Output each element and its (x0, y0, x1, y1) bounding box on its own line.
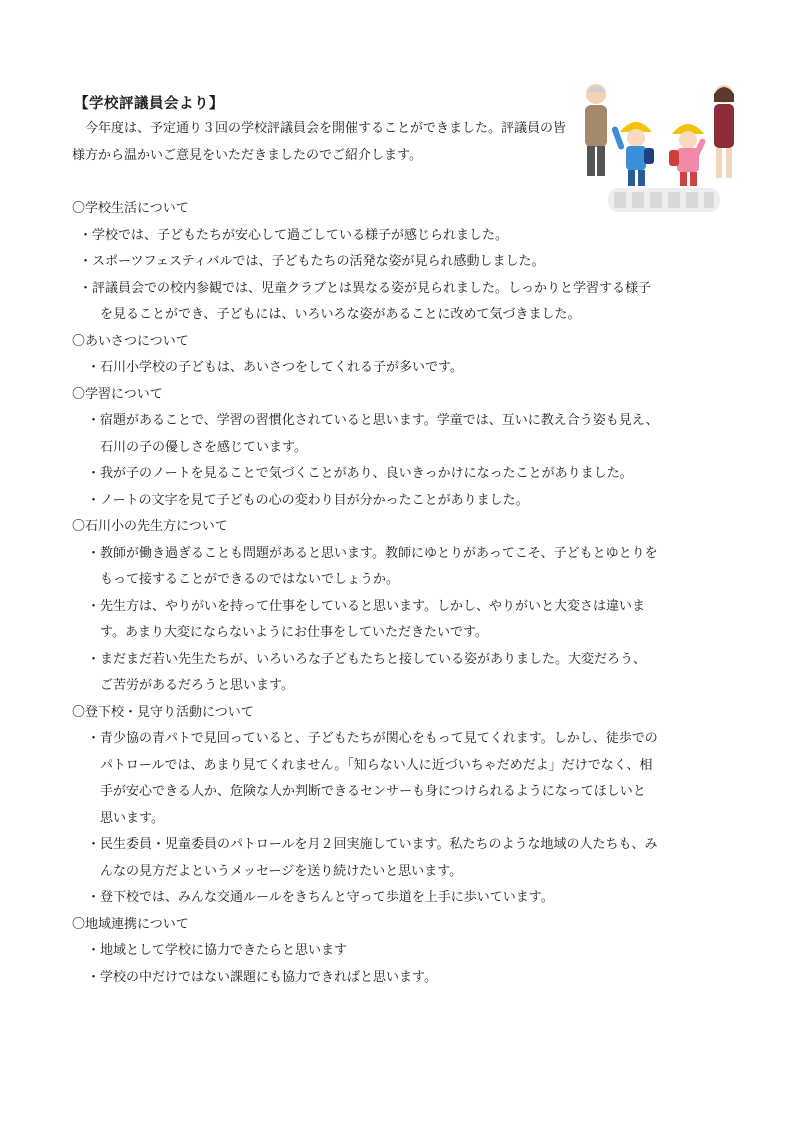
comments-body (72, 196, 724, 991)
section-heading: 〇あいさつについて (72, 333, 189, 349)
bullet-item: ・地域として学校に協力できたらと思います (87, 943, 348, 958)
bullet-continuation: ご苦労があるだろうと思います。 (100, 678, 294, 693)
page-title: 【学校評議員会より】 (74, 96, 224, 112)
bullet-continuation: もって接することができるのではないでしょうか。 (100, 572, 400, 587)
bullet-item: ・登下校では、みんな交通ルールをきちんと守って歩道を上手に歩いています。 (87, 890, 554, 905)
bullet-item: ・宿題があることで、学習の習慣化されていると思います。学童では、互いに教え合う姿も見え、 (87, 413, 659, 428)
section-community (72, 912, 724, 992)
bullet-item: ・青少協の青パトで見回っていると、子どもたちが関心をもって見てくれます。しかし、徒歩での (87, 731, 658, 746)
bullet-item: ・石川小学校の子どもは、あいさつをしてくれる子が多いです。 (87, 360, 463, 375)
bullet-item: ・先生方は、やりがいを持って仕事をしていると思います。しかし、やりがいと大変さは違いま (87, 598, 645, 614)
section-heading: 〇学校生活について (72, 201, 189, 216)
section-heading: 〇学習について (72, 386, 163, 402)
section-heading: 〇石川小の先生方について (72, 519, 228, 534)
bullet-item: ・我が子のノートを見ることで気づくことがあり、良いきっかけになったことがありました。 (87, 466, 633, 481)
bullet-continuation: 手が安心できる人か、危険な人か判断できるセンサーも身につけられるようになってほしいと (100, 784, 646, 799)
bullet-item: ・まだまだ若い先生たちが、いろいろな子どもたちと接している姿がありました。大変だろう、 (87, 651, 647, 667)
section-school-life (72, 196, 724, 329)
bullet-continuation: 石川の子の優しさを感じています。 (100, 439, 307, 455)
bullet-item: ・教師が働き過ぎることも問題があると思います。教師にゆとりがあってこそ、子どもとゆとりを (87, 545, 658, 561)
bullet-item: ・学校では、子どもたちが安心して過ごしている様子が感じられました。 (79, 227, 509, 243)
bullet-item: ・民生委員・児童委員のパトロールを月２回実施しています。私たちのような地域の人たちも、み (87, 837, 658, 852)
section-greetings (72, 329, 724, 382)
bullet-item: ・評議員会での校内参観では、児童クラブとは異なる姿が見られました。しっかりと学習する様子 (79, 280, 652, 296)
bullet-item: ・ノートの文字を見て子どもの心の変わり目が分かったことがありました。 (87, 492, 529, 508)
section-commute-patrol (72, 700, 724, 912)
intro-paragraph: 今年度は、予定通り３回の学校評議員会を開催することができました。評議員の皆様方から温かいご意見をいただきましたのでご紹介します。 (72, 121, 567, 163)
section-teachers (72, 514, 724, 700)
bullet-continuation: パトロールでは、あまり見てくれません。「知らない人に近づいちゃだめだよ」だけでなく、相 (100, 757, 653, 773)
section-heading: 〇登下校・見守り活動について (72, 704, 254, 720)
bullet-continuation: 思います。 (100, 810, 164, 826)
bullet-continuation: を見ることができ、子どもには、いろいろな姿があることに改めて気づきました。 (100, 307, 581, 322)
bullet-continuation: んなの見方だよというメッセージを送り続けたいと思います。 (100, 863, 463, 879)
bullet-item: ・学校の中だけではない課題にも協力できればと思います。 (87, 969, 437, 985)
section-heading: 〇地域連携について (72, 916, 189, 932)
bullet-item: ・スポーツフェスティバルでは、子どもたちの活発な姿が見られ感動しました。 (79, 254, 545, 269)
bullet-continuation: す。あまり大変にならないようにお仕事をしていただきたいです。 (100, 625, 488, 640)
section-learning (72, 382, 724, 515)
